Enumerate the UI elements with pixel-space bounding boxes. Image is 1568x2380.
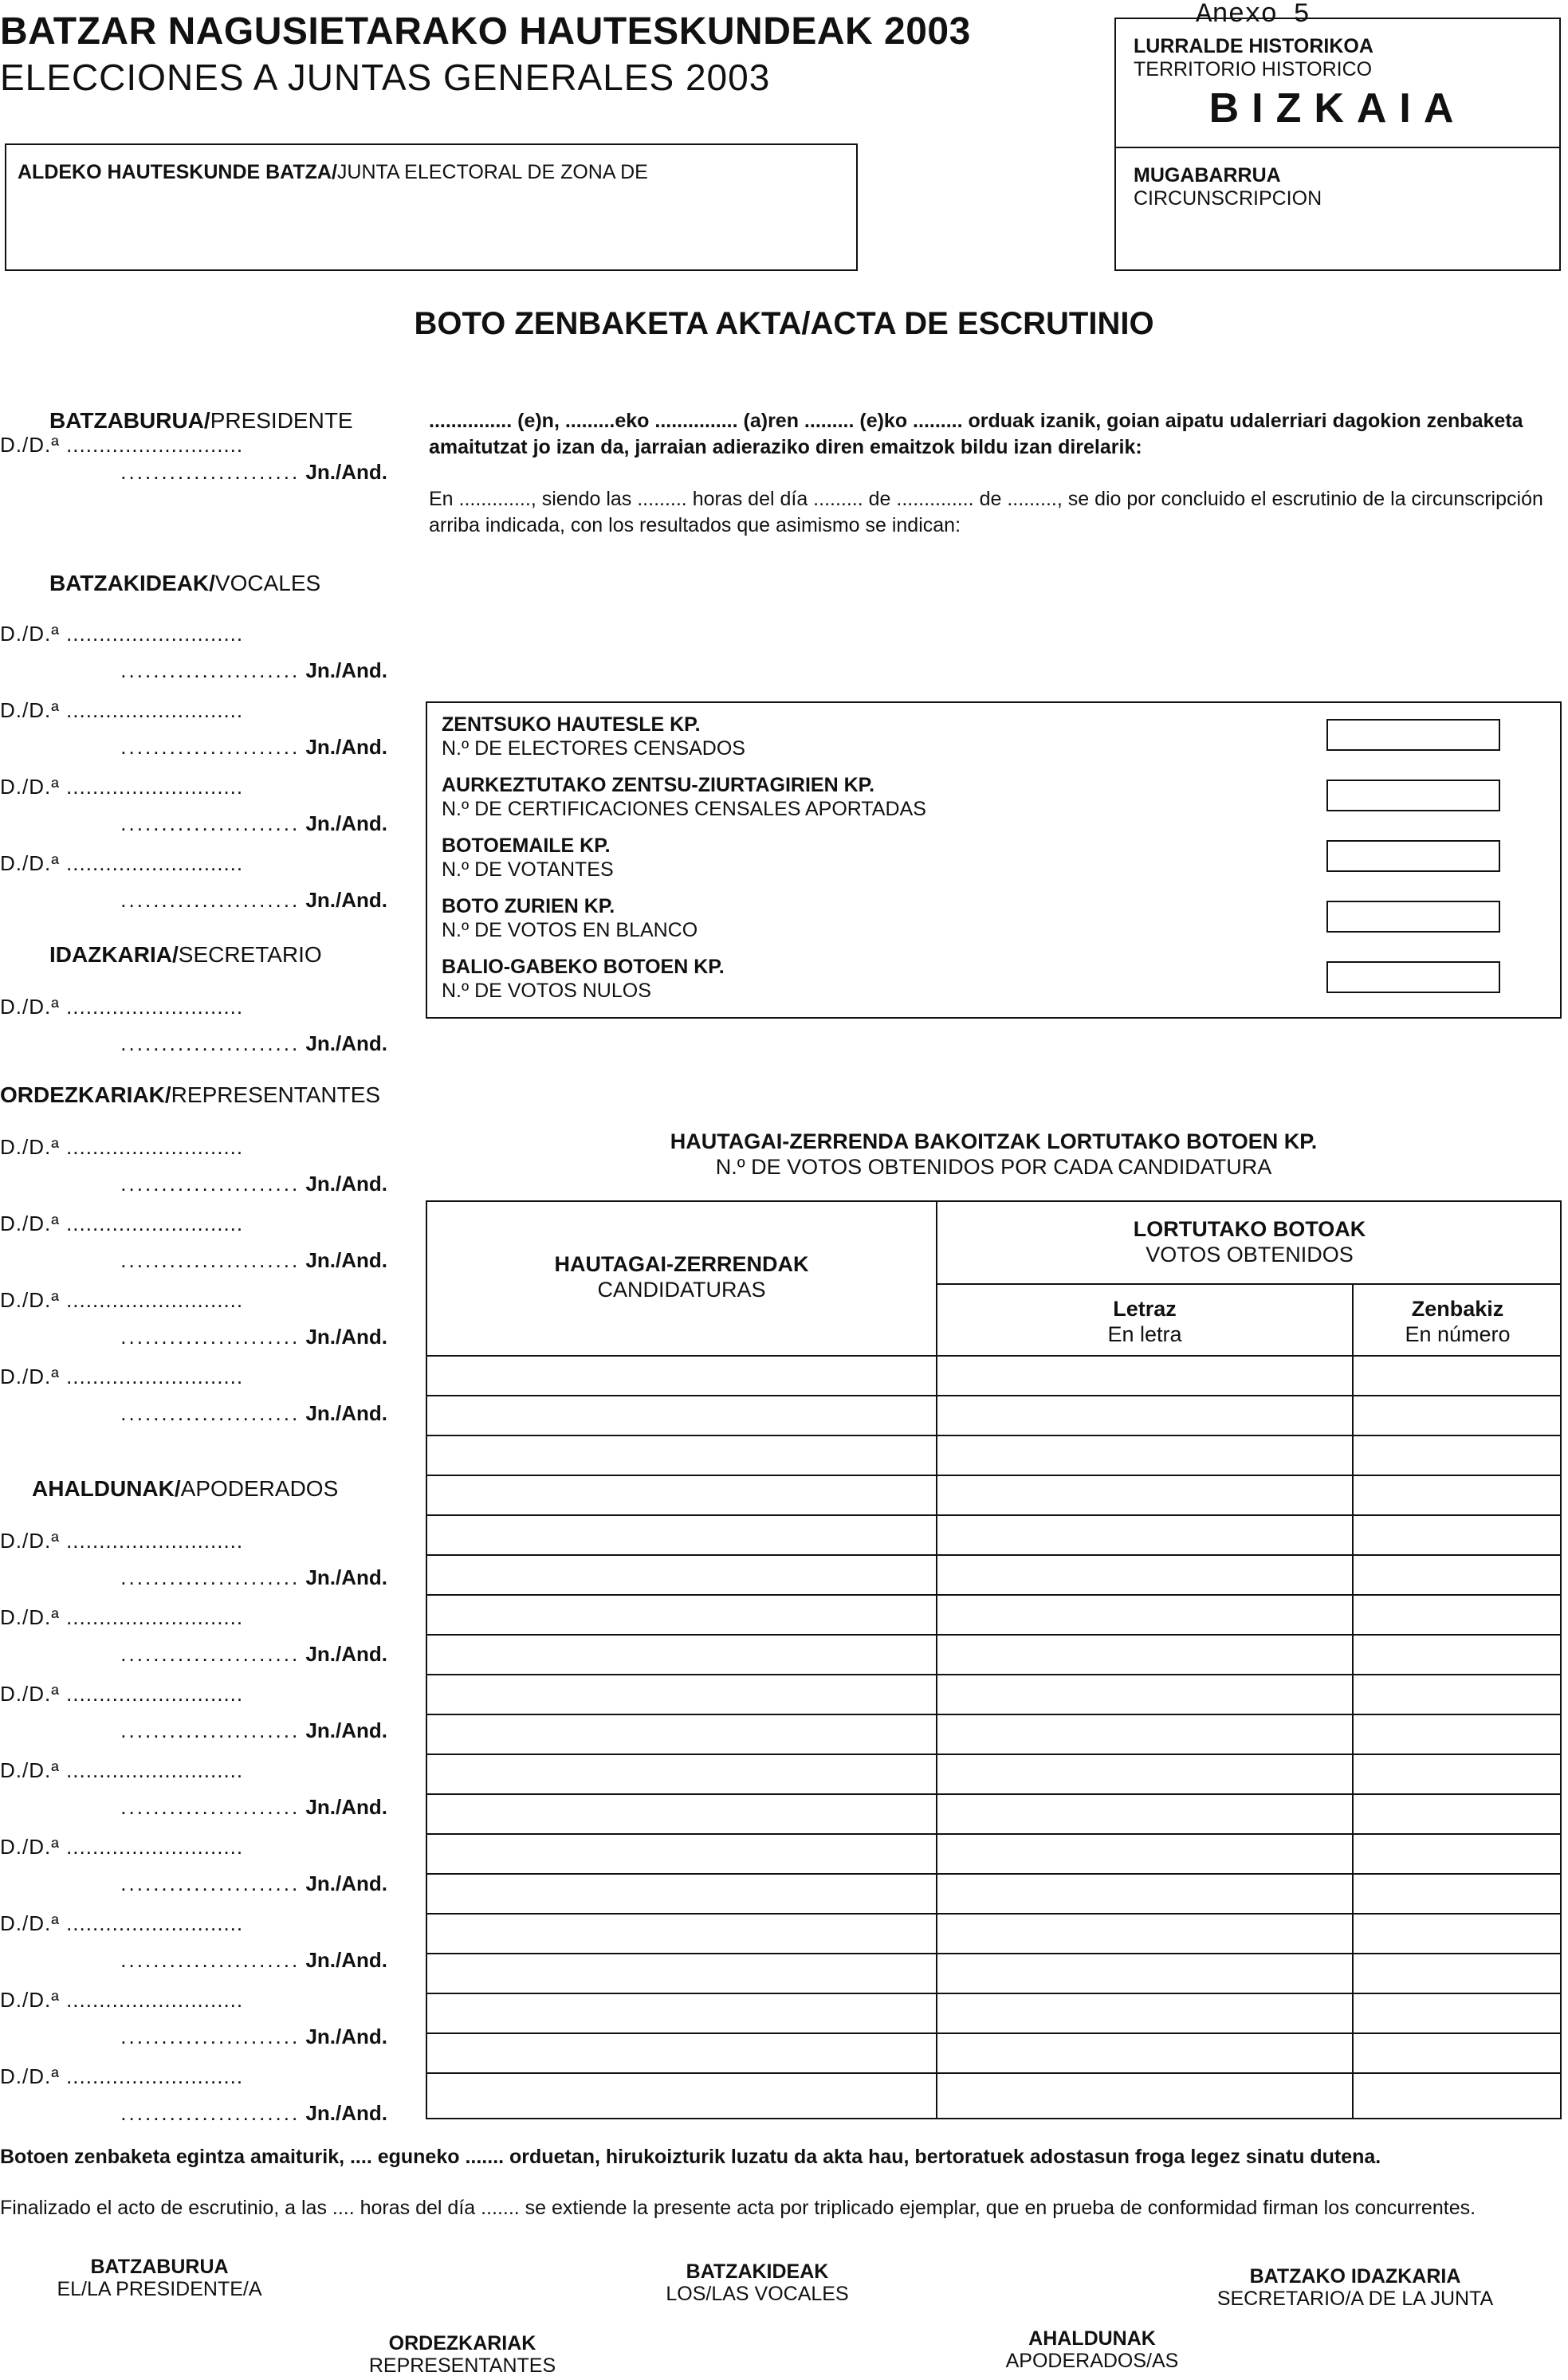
jn-line: ...................... Jn./And. — [120, 1565, 387, 1589]
count-label: BOTOEMAILE KP. N.º DE VOTANTES — [442, 835, 614, 881]
count-label: AURKEZTUTAKO ZENTSU-ZIURTAGIRIEN KP. N.º DE CERTIFICACIONES CENSALES APORTADAS — [442, 774, 926, 820]
name-line[interactable]: D./D.ª ........................... — [0, 1605, 244, 1629]
document-title: BOTO ZENBAKETA AKTA/ACTA DE ESCRUTINIO — [414, 306, 1154, 341]
name-line[interactable]: D./D.ª ........................... — [0, 1212, 244, 1235]
name-line[interactable]: D./D.ª ........................... — [0, 622, 244, 646]
name-line[interactable]: D./D.ª ........................... — [0, 698, 244, 722]
signature-apoderados: AHALDUNAK APODERADOS/AS — [1005, 2327, 1179, 2372]
territory-label-spanish: TERRITORIO HISTORICO — [1134, 58, 1373, 81]
jn-line: ...................... Jn./And. — [120, 460, 387, 484]
title-spanish: ELECCIONES A JUNTAS GENERALES 2003 — [0, 57, 771, 98]
jn-line: ...................... Jn./And. — [120, 1871, 387, 1895]
column-header-letra: Letraz En letra — [1107, 1297, 1182, 1346]
closing-spanish: Finalizado el acto de escrutinio, a las .... horas del día ....... se extiende la presente acta por triplicado ejemplar, que en prueba de conformidad firman los concurrentes. — [0, 2197, 1476, 2219]
jn-line: ...................... Jn./And. — [120, 1325, 387, 1349]
votos-nulos-input[interactable] — [1326, 961, 1500, 993]
name-line[interactable]: D./D.ª ........................... — [0, 1529, 244, 1553]
name-line[interactable]: D./D.ª ........................... — [0, 1365, 244, 1388]
column-header-candidaturas: HAUTAGAI-ZERRENDAK CANDIDATURAS — [554, 1252, 809, 1302]
closing-basque: Botoen zenbaketa egintza amaiturik, .... eguneko ....... orduetan, hirukoizturik luzatu da akta hau, bertoratuek adostasun froga legez sinatu dutena. — [0, 2146, 1381, 2168]
signature-representatives: ORDEZKARIAK REPRESENTANTES — [368, 2332, 556, 2377]
territory-section — [1116, 19, 1559, 148]
electores-censados-input[interactable] — [1326, 719, 1500, 751]
name-line[interactable]: D./D.ª ........................... — [0, 1988, 244, 2012]
column-header-votos: LORTUTAKO BOTOAK VOTOS OBTENIDOS — [1133, 1217, 1366, 1267]
name-line[interactable]: D./D.ª ........................... — [0, 1682, 244, 1706]
jn-line: ...................... Jn./And. — [120, 888, 387, 912]
signature-vocales: BATZAKIDEAK LOS/LAS VOCALES — [666, 2260, 849, 2305]
title-basque: BATZAR NAGUSIETARAKO HAUTESKUNDEAK 2003 — [0, 10, 971, 53]
district-label-basque: MUGABARRUA — [1134, 164, 1281, 187]
territory-label-basque: LURRALDE HISTORIKOA — [1134, 35, 1373, 57]
signature-secretary: BATZAKO IDAZKARIA SECRETARIO/A DE LA JUNTA — [1216, 2265, 1494, 2310]
zone-label-spanish: JUNTA ELECTORAL DE ZONA DE — [336, 161, 648, 183]
jn-line: ...................... Jn./And. — [120, 1642, 387, 1666]
role-apoderados: AHALDUNAK/APODERADOS — [32, 1476, 339, 1501]
counts-box — [426, 701, 1562, 1019]
district-label-spanish: CIRCUNSCRIPCION — [1134, 187, 1322, 210]
certificaciones-censales-input[interactable] — [1326, 780, 1500, 811]
role-representatives: ORDEZKARIAK/REPRESENTANTES — [0, 1082, 381, 1107]
name-line[interactable]: D./D.ª ........................... — [0, 851, 244, 875]
name-line[interactable]: D./D.ª ........................... — [0, 1911, 244, 1935]
name-line[interactable]: D./D.ª ........................... — [0, 1135, 244, 1159]
jn-line: ...................... Jn./And. — [120, 1248, 387, 1272]
name-line[interactable]: D./D.ª ........................... — [0, 1758, 244, 1782]
name-line[interactable]: D./D.ª ........................... — [0, 775, 244, 799]
jn-line: ...................... Jn./And. — [120, 1948, 387, 1972]
name-line[interactable]: D./D.ª ........................... — [0, 1835, 244, 1859]
jn-line: ...................... Jn./And. — [120, 1172, 387, 1196]
role-secretary: IDAZKARIA/SECRETARIO — [49, 942, 322, 967]
votes-title: HAUTAGAI-ZERRENDA BAKOITZAK LORTUTAKO BOTOEN KP. N.º DE VOTOS OBTENIDOS POR CADA CANDIDATURA — [670, 1129, 1318, 1179]
count-label: BOTO ZURIEN KP. N.º DE VOTOS EN BLANCO — [442, 895, 698, 941]
jn-line: ...................... Jn./And. — [120, 2025, 387, 2048]
votos-blanco-input[interactable] — [1326, 901, 1500, 933]
jn-line: ...................... Jn./And. — [120, 1401, 387, 1425]
role-vocales: BATZAKIDEAK/VOCALES — [49, 571, 321, 595]
jn-line: ...................... Jn./And. — [120, 658, 387, 682]
territory-box — [1114, 18, 1561, 271]
jn-line: ...................... Jn./And. — [120, 1718, 387, 1742]
votes-table — [426, 1200, 1562, 2119]
intro-spanish: En ............., siendo las ......... horas del día ......... de .............. de ........., se dio por concluido el escrutinio de la circunscripción arriba indicada, con los resultados que asimismo se indican: — [429, 488, 1543, 536]
jn-line: ...................... Jn./And. — [120, 811, 387, 835]
name-line[interactable]: D./D.ª ........................... — [0, 433, 244, 457]
jn-line: ...................... Jn./And. — [120, 2101, 387, 2125]
count-label: BALIO-GABEKO BOTOEN KP. N.º DE VOTOS NULOS — [442, 956, 725, 1002]
electoral-zone-field[interactable] — [5, 143, 858, 271]
column-header-numero: Zenbakiz En número — [1405, 1297, 1511, 1346]
name-line[interactable]: D./D.ª ........................... — [0, 1288, 244, 1312]
votantes-input[interactable] — [1326, 840, 1500, 872]
name-line[interactable]: D./D.ª ........................... — [0, 2064, 244, 2088]
jn-line: ...................... Jn./And. — [120, 1031, 387, 1055]
name-line[interactable]: D./D.ª ........................... — [0, 995, 244, 1019]
signature-president: BATZABURUA EL/LA PRESIDENTE/A — [57, 2256, 262, 2300]
zone-label-basque: ALDEKO HAUTESKUNDE BATZA/ — [18, 161, 337, 183]
jn-line: ...................... Jn./And. — [120, 735, 387, 759]
district-field[interactable] — [1116, 148, 1559, 273]
count-label: ZENTSUKO HAUTESLE KP. N.º DE ELECTORES CENSADOS — [442, 713, 745, 760]
territory-value: BIZKAIA — [1208, 85, 1467, 132]
intro-basque: ............... (e)n, .........eko ............... (a)ren ......... (e)ko ......... orduak izanik, goian aipatu udalerriari dagokion zenbaketa amaitutzat jo izan da, jarraian adieraziko diren emaitzok bildu izan direlarik: — [429, 410, 1523, 458]
jn-line: ...................... Jn./And. — [120, 1795, 387, 1819]
annex-label: Anexo 5 — [1196, 0, 1310, 30]
role-president: BATZABURUA/PRESIDENTE — [49, 408, 353, 433]
